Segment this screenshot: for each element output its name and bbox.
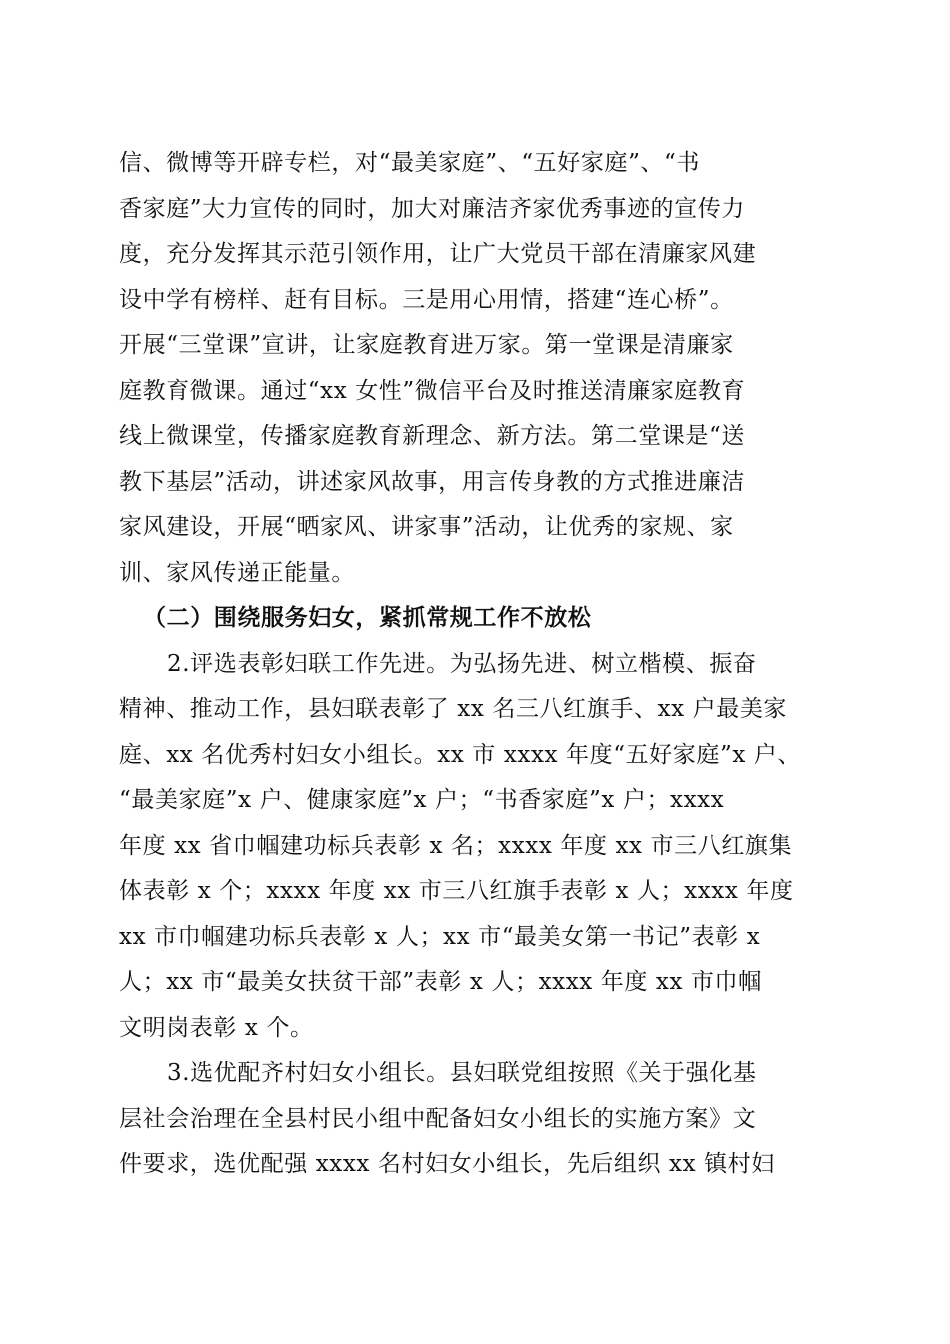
paragraph-2-line-1: 2.评选表彰妇联工作先进。为弘扬先进、树立楷模、振奋: [167, 651, 757, 677]
paragraph-1-line-10: 训、家风传递正能量。: [119, 560, 355, 586]
paragraph-1-line-9: 家风建设，开展“晒家风、讲家事”活动，让优秀的家规、家: [119, 514, 734, 540]
paragraph-2-line-8: 人；xx 市“最美女扶贫干部”表彰 x 人；xxxx 年度 xx 市巾帼: [119, 969, 762, 995]
paragraph-1-line-8: 教下基层”活动，讲述家风故事，用言传身教的方式推进廉洁: [119, 469, 745, 495]
paragraph-3-line-2: 层社会治理在全县村民小组中配备妇女小组长的实施方案》文: [119, 1106, 757, 1132]
paragraph-2-line-3: 庭、xx 名优秀村妇女小组长。xx 市 xxxx 年度“五好家庭”x 户、: [119, 742, 802, 768]
paragraph-1-line-4: 设中学有榜样、赶有目标。三是用心用情，搭建“连心桥”。: [119, 287, 734, 313]
paragraph-2-line-7: xx 市巾帼建功标兵表彰 x 人；xx 市“最美女第一书记”表彰 x: [119, 924, 761, 950]
paragraph-1-line-1: 信、微博等开辟专栏，对“最美家庭”、“五好家庭”、“书: [119, 150, 700, 176]
paragraph-2-line-9: 文明岗表彰 x 个。: [119, 1015, 314, 1041]
section-heading: （二）围绕服务妇女，紧抓常规工作不放松: [143, 604, 592, 631]
paragraph-1-line-7: 线上微课堂，传播家庭教育新理念、新方法。第二堂课是“送: [119, 423, 745, 449]
paragraph-3-line-3: 件要求，选优配强 xxxx 名村妇女小组长，先后组织 xx 镇村妇: [119, 1151, 775, 1177]
paragraph-3-line-1: 3.选优配齐村妇女小组长。县妇联党组按照《关于强化基: [167, 1060, 757, 1086]
paragraph-2-line-4: “最美家庭”x 户、健康家庭”x 户；“书香家庭”x 户；xxxx: [119, 787, 725, 813]
paragraph-1-line-6: 庭教育微课。通过“xx 女性”微信平台及时推送清廉家庭教育: [119, 378, 746, 404]
paragraph-2-line-5: 年度 xx 省巾帼建功标兵表彰 x 名；xxxx 年度 xx 市三八红旗集: [119, 833, 793, 859]
paragraph-2-line-2: 精神、推动工作，县妇联表彰了 xx 名三八红旗手、xx 户最美家: [119, 696, 788, 722]
paragraph-1-line-3: 度，充分发挥其示范引领作用，让广大党员干部在清廉家风建: [119, 241, 757, 267]
paragraph-2-line-6: 体表彰 x 个；xxxx 年度 xx 市三八红旗手表彰 x 人；xxxx 年度: [119, 878, 794, 904]
paragraph-1-line-5: 开展“三堂课”宣讲，让家庭教育进万家。第一堂课是清廉家: [119, 332, 734, 358]
paragraph-1-line-2: 香家庭”大力宣传的同时，加大对廉洁齐家优秀事迹的宣传力: [119, 196, 745, 222]
